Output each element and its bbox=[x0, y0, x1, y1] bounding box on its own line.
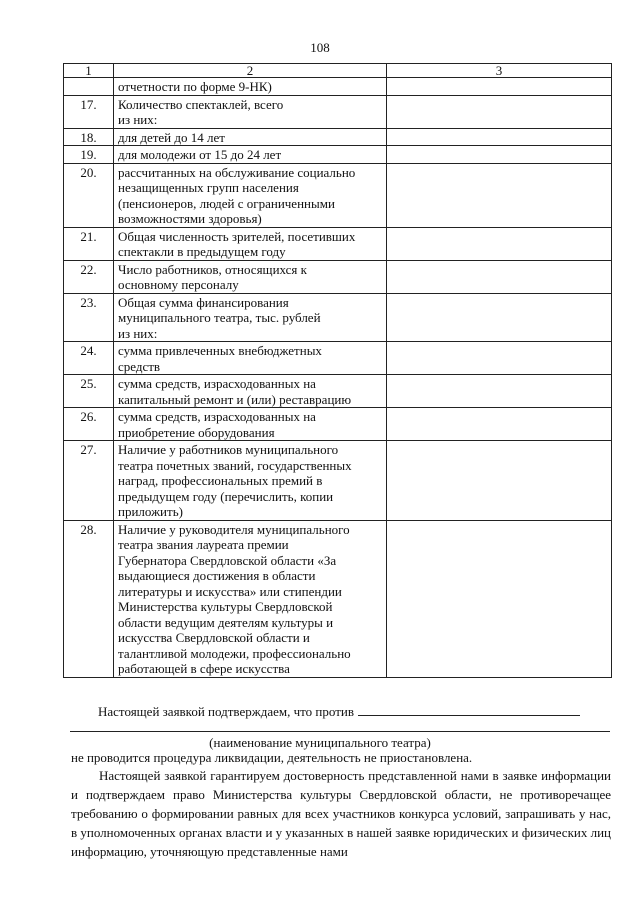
row-value-cell[interactable] bbox=[387, 95, 612, 128]
guarantee-paragraph: Настоящей заявкой гарантируем достоверность представленной нами в заявке информации и подтверждаем право Министерства культуры Свердловской области, не противоречащее требованию о формировании равных для всех участников конкурса условий, запрашивать у нас, в уполномоченных органах власти и у указанных в нашей заявке юридических и физических лиц информацию, уточняющую представленные нами bbox=[71, 768, 611, 859]
table-row bbox=[64, 95, 612, 128]
row-indicator: Общая сумма финансирования муниципального театра, тыс. рублей из них: bbox=[114, 293, 387, 342]
row-value-cell[interactable] bbox=[387, 342, 612, 375]
row-number: 24. bbox=[64, 342, 114, 375]
row-value-cell[interactable] bbox=[387, 520, 612, 677]
theatre-name-blank-line[interactable] bbox=[70, 731, 610, 732]
confirmation-text: Настоящей заявкой подтверждаем, что против bbox=[98, 704, 354, 719]
row-number: 25. bbox=[64, 375, 114, 408]
table-row bbox=[64, 128, 612, 146]
table-header-row bbox=[64, 64, 612, 78]
row-number: 20. bbox=[64, 163, 114, 227]
table-row bbox=[64, 163, 612, 227]
column-header-1: 1 bbox=[64, 64, 114, 78]
row-number: 18. bbox=[64, 128, 114, 146]
table-row bbox=[64, 375, 612, 408]
row-number: 27. bbox=[64, 441, 114, 521]
row-value-cell[interactable] bbox=[387, 227, 612, 260]
table-row bbox=[64, 520, 612, 677]
theatre-name-blank[interactable] bbox=[358, 703, 580, 716]
row-number bbox=[64, 78, 114, 96]
row-value-cell[interactable] bbox=[387, 260, 612, 293]
row-number: 28. bbox=[64, 520, 114, 677]
application-form-table bbox=[63, 63, 612, 678]
table-row bbox=[64, 342, 612, 375]
row-indicator: Наличие у работников муниципального театра почетных званий, государственных наград, профессиональных премий в предыдущем году (перечислить, копии приложить) bbox=[114, 441, 387, 521]
row-value-cell[interactable] bbox=[387, 375, 612, 408]
table-row bbox=[64, 408, 612, 441]
row-number: 26. bbox=[64, 408, 114, 441]
row-number: 21. bbox=[64, 227, 114, 260]
row-value-cell[interactable] bbox=[387, 408, 612, 441]
row-indicator: для детей до 14 лет bbox=[114, 128, 387, 146]
table-row bbox=[64, 78, 612, 96]
row-value-cell[interactable] bbox=[387, 78, 612, 96]
row-indicator: рассчитанных на обслуживание социально незащищенных групп населения (пенсионеров, людей с ограниченными возможностями здоровья) bbox=[114, 163, 387, 227]
table-row bbox=[64, 260, 612, 293]
row-indicator: для молодежи от 15 до 24 лет bbox=[114, 146, 387, 164]
confirmation-line bbox=[98, 703, 638, 721]
row-indicator: сумма привлеченных внебюджетных средств bbox=[114, 342, 387, 375]
row-number: 17. bbox=[64, 95, 114, 128]
blank-caption: (наименование муниципального театра) bbox=[209, 735, 431, 750]
row-indicator: Число работников, относящихся к основному персоналу bbox=[114, 260, 387, 293]
table-row bbox=[64, 146, 612, 164]
table-row bbox=[64, 293, 612, 342]
table-body bbox=[64, 78, 612, 678]
row-value-cell[interactable] bbox=[387, 441, 612, 521]
page-number: 108 bbox=[310, 40, 330, 55]
row-value-cell[interactable] bbox=[387, 163, 612, 227]
row-value-cell[interactable] bbox=[387, 128, 612, 146]
row-number: 22. bbox=[64, 260, 114, 293]
row-indicator: сумма средств, израсходованных на капитальный ремонт и (или) реставрацию bbox=[114, 375, 387, 408]
table-row bbox=[64, 227, 612, 260]
row-indicator: сумма средств, израсходованных на приобретение оборудования bbox=[114, 408, 387, 441]
row-value-cell[interactable] bbox=[387, 293, 612, 342]
row-indicator: отчетности по форме 9-НК) bbox=[114, 78, 387, 96]
row-number: 19. bbox=[64, 146, 114, 164]
row-number: 23. bbox=[64, 293, 114, 342]
row-value-cell[interactable] bbox=[387, 146, 612, 164]
row-indicator: Наличие у руководителя муниципального театра звания лауреата премии Губернатора Свердловской области «За выдающиеся достижения в области литературы и искусства» или стипендии Министерства культуры Свердловской области ведущим деятелям культуры и искусства Свердловской области и талантливой молодежи, профессионально работающей в сфере искусства bbox=[114, 520, 387, 677]
no-liquidation-statement: не проводится процедура ликвидации, деятельность не приостановлена. bbox=[71, 750, 473, 765]
column-header-2: 2 bbox=[114, 64, 387, 78]
column-header-3: 3 bbox=[387, 64, 612, 78]
row-indicator: Общая численность зрителей, посетивших спектакли в предыдущем году bbox=[114, 227, 387, 260]
table-row bbox=[64, 441, 612, 521]
row-indicator: Количество спектаклей, всего из них: bbox=[114, 95, 387, 128]
